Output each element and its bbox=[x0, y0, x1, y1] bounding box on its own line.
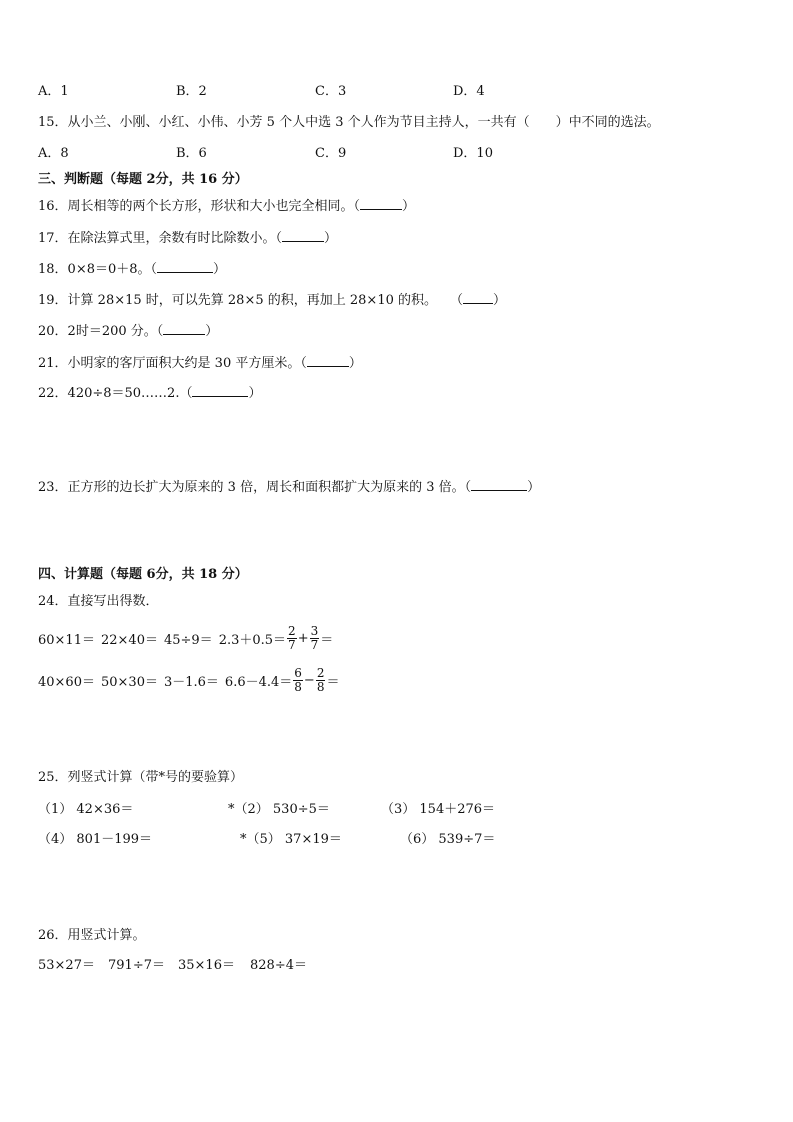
answer-blank-20[interactable] bbox=[163, 322, 205, 335]
q26-stem: 26．用竖式计算。 bbox=[38, 928, 146, 943]
q14-option-d: D．4 bbox=[453, 84, 485, 99]
q24-r2-item-3: 3－1.6＝ bbox=[163, 674, 219, 690]
fraction-denominator: 7 bbox=[310, 637, 319, 652]
question-17 bbox=[38, 229, 337, 248]
equals-sign: ＝ bbox=[320, 632, 334, 648]
q24-r1-item-3: 45÷9＝ bbox=[163, 632, 213, 648]
question-19 bbox=[38, 291, 506, 310]
answer-blank-19[interactable] bbox=[463, 291, 493, 304]
q24-r1-item-1: 60×11＝ bbox=[38, 632, 95, 648]
fraction-denominator: 8 bbox=[294, 679, 302, 694]
fraction-2-8 bbox=[316, 667, 326, 694]
q15-option-b: B．6 bbox=[176, 146, 207, 161]
question-18 bbox=[38, 260, 226, 279]
section-4-title: 四、计算题（每题 6分，共 18 分） bbox=[38, 567, 248, 582]
q25-item-2: *（2） 530÷5＝ bbox=[228, 802, 330, 817]
question-16-close: ） bbox=[402, 199, 416, 214]
question-16 bbox=[38, 197, 415, 216]
equals-sign: ＝ bbox=[326, 674, 340, 690]
answer-blank-16[interactable] bbox=[360, 197, 402, 210]
q24-r2-item-1: 40×60＝ bbox=[38, 674, 95, 690]
fraction-6-8 bbox=[293, 667, 303, 694]
q24-stem: 24．直接写出得数． bbox=[38, 594, 159, 609]
fraction-denominator: 7 bbox=[288, 637, 296, 652]
q15-option-c: C．9 bbox=[315, 146, 347, 161]
q25-item-3: （3） 154＋276＝ bbox=[381, 802, 496, 817]
question-21-close: ） bbox=[348, 356, 362, 371]
answer-blank-17[interactable] bbox=[282, 229, 324, 242]
q26-item-4: 828÷4＝ bbox=[250, 958, 307, 973]
question-16-text: 16．周长相等的两个长方形，形状和大小也完全相同。（ bbox=[38, 199, 361, 214]
question-19-close: ） bbox=[493, 293, 507, 308]
minus-operator: − bbox=[303, 672, 315, 688]
q26-item-3: 35×16＝ bbox=[178, 958, 235, 973]
fraction-denominator: 8 bbox=[316, 679, 325, 694]
q24-r1-item-2: 22×40＝ bbox=[100, 632, 158, 648]
answer-blank-18[interactable] bbox=[157, 260, 213, 273]
q25-item-5: *（5） 37×19＝ bbox=[240, 832, 342, 847]
question-21-text: 21．小明家的客厅面积大约是 30 平方厘米。（ bbox=[38, 356, 307, 371]
q24-r2-item-4: 6.6－4.4＝ bbox=[224, 674, 293, 690]
answer-blank-23[interactable] bbox=[471, 478, 527, 491]
question-20 bbox=[38, 322, 218, 341]
answer-blank-21[interactable] bbox=[307, 354, 349, 367]
q24-r2-item-2: 50×30＝ bbox=[100, 674, 158, 690]
question-17-text: 17．在除法算式里，余数有时比除数小。（ bbox=[38, 231, 283, 246]
question-22-text: 22．420÷8＝50……2.（ bbox=[38, 386, 193, 401]
q24-row-2 bbox=[38, 664, 339, 696]
question-17-close: ） bbox=[324, 231, 338, 246]
answer-blank-22[interactable] bbox=[192, 384, 248, 397]
plus-operator: + bbox=[297, 630, 309, 646]
section-3-title: 三、判断题（每题 2分，共 16 分） bbox=[38, 172, 248, 187]
q26-item-1: 53×27＝ bbox=[38, 958, 95, 973]
question-21 bbox=[38, 354, 362, 373]
question-22-close: ） bbox=[248, 386, 262, 401]
q24-row-1 bbox=[38, 622, 333, 654]
question-22 bbox=[38, 384, 261, 403]
fraction-2-7 bbox=[287, 625, 297, 652]
fraction-3-7 bbox=[310, 625, 320, 652]
q25-item-6: （6） 539÷7＝ bbox=[400, 832, 496, 847]
question-19-text: 19．计算 28×15 时，可以先算 28×5 的积，再加上 28×10 的积。 （ bbox=[38, 293, 463, 308]
q25-stem: 25．列竖式计算（带*号的要验算） bbox=[38, 770, 244, 785]
question-23-close: ） bbox=[527, 480, 541, 495]
question-20-close: ） bbox=[205, 324, 219, 339]
q15-option-a: A．8 bbox=[38, 146, 69, 161]
fraction-numerator: 3 bbox=[310, 623, 319, 638]
q24-r1-item-4: 2.3＋0.5＝ bbox=[218, 632, 287, 648]
fraction-numerator: 2 bbox=[316, 665, 325, 680]
question-23 bbox=[38, 478, 540, 497]
question-23-text: 23．正方形的边长扩大为原来的 3 倍，周长和面积都扩大为原来的 3 倍。（ bbox=[38, 480, 472, 495]
q25-item-4: （4） 801－199＝ bbox=[38, 832, 153, 847]
q14-option-c: C．3 bbox=[315, 84, 347, 99]
q14-option-a: A．1 bbox=[38, 84, 69, 99]
question-18-text: 18．0×8＝0＋8。（ bbox=[38, 262, 158, 277]
q15-option-d: D．10 bbox=[453, 146, 493, 161]
q15-stem: 15．从小兰、小刚、小红、小伟、小芳 5 个人中选 3 个人作为节目主持人，一共有（ ）中不同的选法。 bbox=[38, 115, 660, 130]
q14-option-b: B．2 bbox=[176, 84, 207, 99]
question-18-close: ） bbox=[213, 262, 227, 277]
question-20-text: 20．2时＝200 分。（ bbox=[38, 324, 164, 339]
q25-item-1: （1） 42×36＝ bbox=[38, 802, 134, 817]
fraction-numerator: 2 bbox=[288, 623, 296, 638]
fraction-numerator: 6 bbox=[294, 665, 302, 680]
q26-item-2: 791÷7＝ bbox=[108, 958, 165, 973]
